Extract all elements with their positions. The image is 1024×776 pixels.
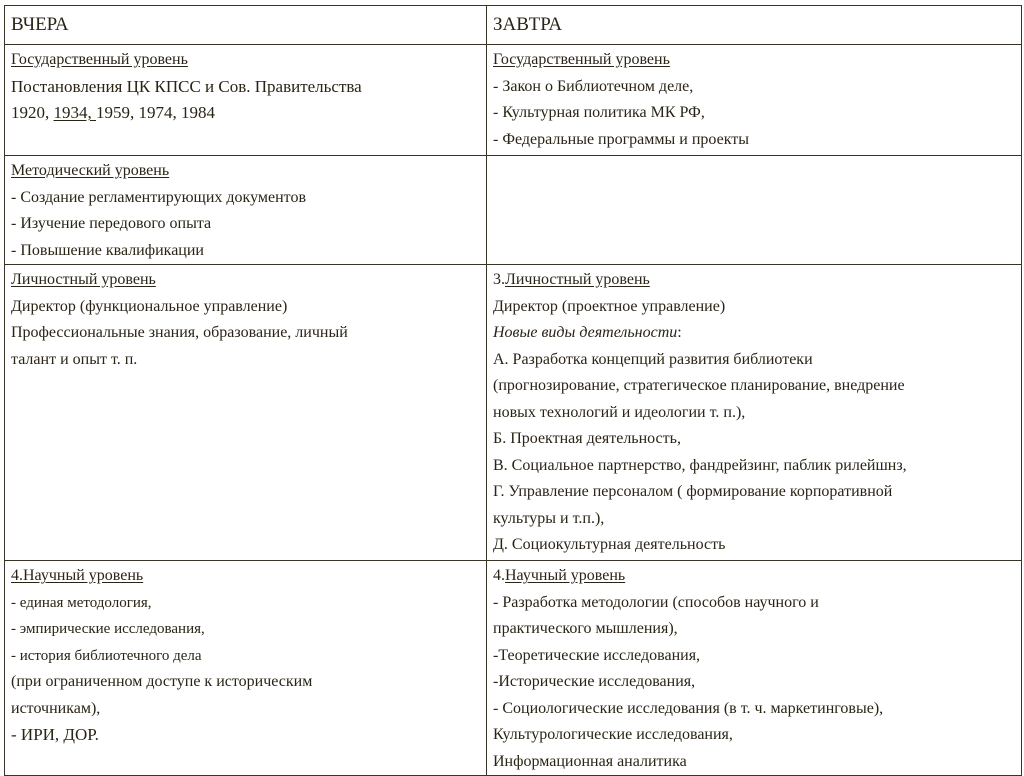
header-row: [5, 6, 1022, 45]
list-item: -Исторические исследования,: [493, 673, 696, 690]
cell-personal-yesterday: [5, 265, 487, 561]
list-item: - Закон о Библиотечном деле,: [493, 77, 694, 95]
section-number: 4.: [493, 567, 505, 584]
list-item: - Разработка методологии (способов научного и: [493, 593, 819, 611]
list-item: В. Социальное партнерство, фандрейзинг, паблик рилейшнз,: [493, 456, 907, 474]
list-item: (при ограниченном доступе к историческим: [11, 673, 313, 690]
year-underlined: 1934,: [53, 103, 96, 122]
row-methodical-level: [5, 156, 1022, 265]
comparison-table: [4, 5, 1022, 776]
list-item: - эмпирические исследования,: [11, 621, 205, 637]
list-item: Б. Проектная деятельность,: [493, 430, 681, 447]
cell-scientific-yesterday: [5, 561, 487, 776]
cell-state-tomorrow: [487, 45, 1022, 156]
list-item: - Социологические исследования (в т. ч. маркетинговые),: [493, 699, 884, 717]
list-item: - единая методология,: [11, 594, 152, 611]
section-title: Личностный уровень: [11, 271, 156, 288]
cell-scientific-tomorrow: [487, 561, 1022, 776]
cell-personal-tomorrow: [487, 265, 1022, 561]
row-personal-level: [5, 265, 1022, 561]
cell-methodical-tomorrow-empty: [487, 156, 1022, 265]
years-before: 1920,: [11, 103, 54, 122]
row-state-level: [5, 45, 1022, 156]
cell-state-yesterday: [5, 45, 487, 156]
row-scientific-level: [5, 561, 1022, 776]
list-item: - история библиотечного дела: [11, 647, 202, 664]
list-item: - Изучение передового опыта: [11, 215, 212, 232]
list-item: - Создание регламентирующих документов: [11, 188, 307, 206]
section-number: 3.: [493, 271, 505, 288]
section-title: Государственный уровень: [493, 51, 670, 68]
header-yesterday: ВЧЕРА: [5, 6, 487, 45]
list-item: - Повышение квалификации: [11, 241, 204, 259]
text-line: талант и опыт т. п.: [11, 350, 138, 368]
section-title: Научный уровень: [505, 567, 626, 584]
section-heading: [493, 563, 1015, 590]
text-line: Профессиональные знания, образование, личный: [11, 324, 348, 341]
list-item: Д. Социокультурная деятельность: [493, 536, 726, 553]
cell-methodical-yesterday: [5, 156, 487, 265]
list-item: - Культурная политика МК РФ,: [493, 104, 705, 121]
list-item: А. Разработка концепций развития библиотеки: [493, 350, 813, 368]
text-line: Постановления ЦК КПСС и Сов. Правительства: [11, 76, 362, 96]
list-item: источникам),: [11, 699, 101, 717]
list-item: Информационная аналитика: [493, 752, 687, 770]
list-item: Культурологические исследования,: [493, 726, 733, 743]
list-item: культуры и т.п.),: [493, 509, 605, 527]
section-heading: [493, 267, 1015, 294]
section-title: Государственный уровень: [11, 51, 188, 68]
colon: :: [677, 324, 682, 341]
italic-label: Новые виды деятельности: [493, 324, 678, 341]
section-title: 4.Научный уровень: [11, 567, 144, 584]
italic-line: [493, 320, 1015, 347]
list-item: - Федеральные программы и проекты: [493, 130, 749, 148]
list-item: -Теоретические исследования,: [493, 646, 701, 664]
section-title: Методический уровень: [11, 162, 170, 179]
section-title: Личностный уровень: [505, 271, 650, 288]
list-item: - ИРИ, ДОР.: [11, 725, 99, 744]
list-item: новых технологий и идеологии т. п.),: [493, 403, 746, 421]
list-item: (прогнозирование, стратегическое планирование, внедрение: [493, 377, 905, 394]
list-item: практического мышления),: [493, 620, 678, 637]
list-item: Г. Управление персоналом ( формирование корпоративной: [493, 483, 893, 500]
years-line: [11, 100, 480, 127]
text-line: Директор (проектное управление): [493, 297, 726, 315]
text-line: Директор (функциональное управление): [11, 297, 288, 315]
years-after: 1959, 1974, 1984: [96, 103, 215, 122]
header-tomorrow: ЗАВТРА: [487, 6, 1022, 45]
